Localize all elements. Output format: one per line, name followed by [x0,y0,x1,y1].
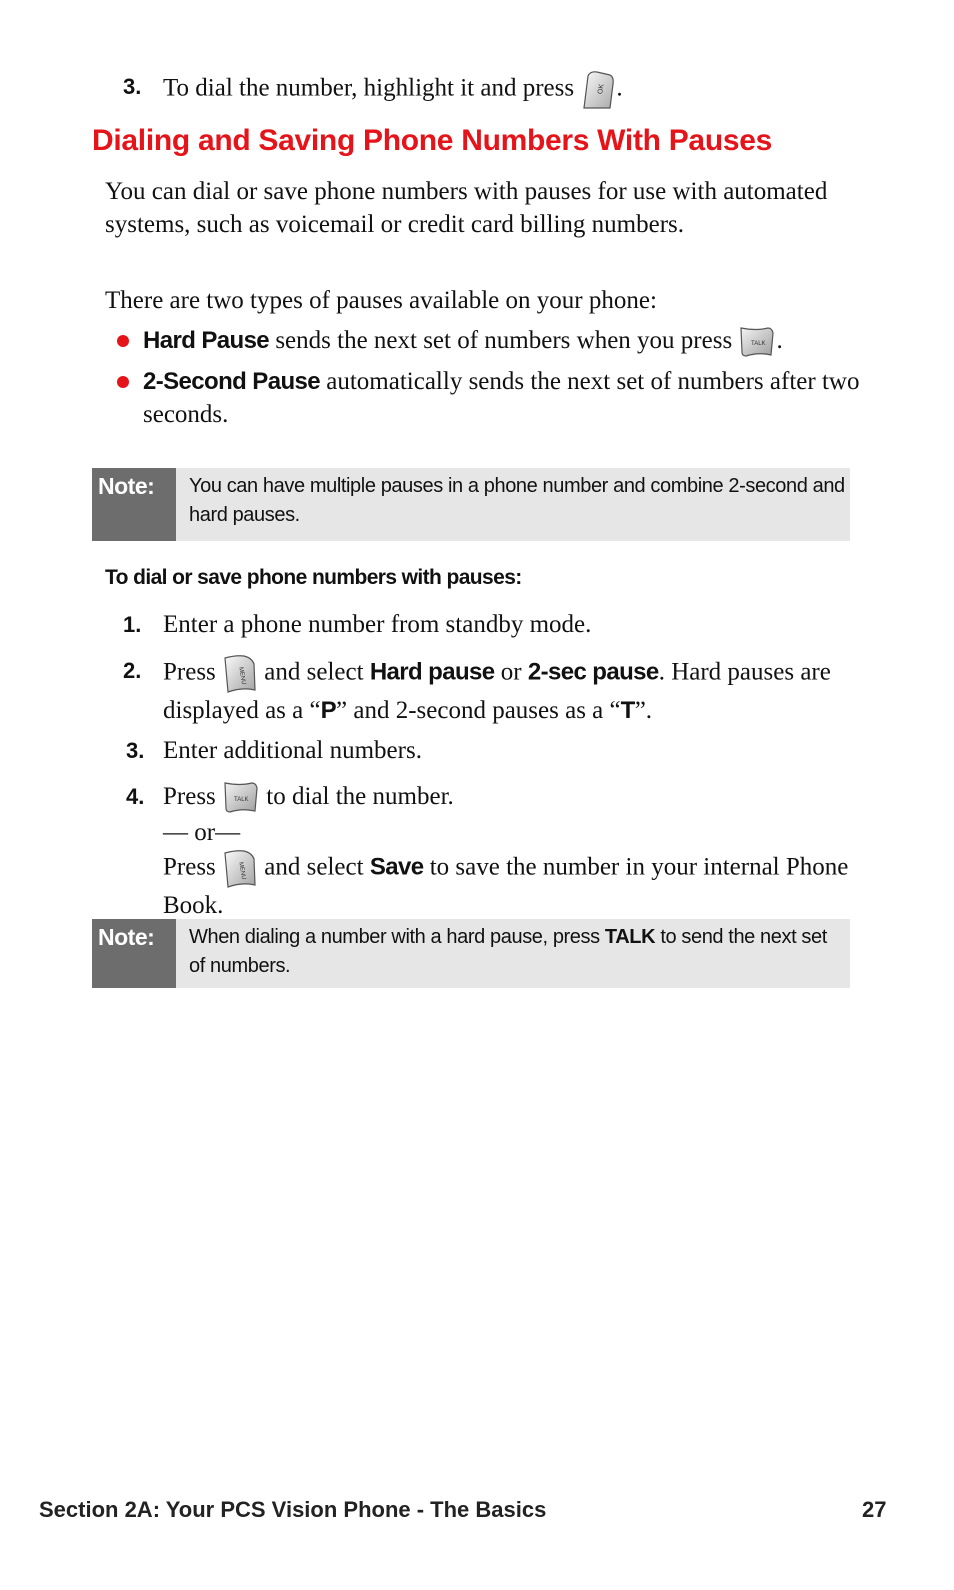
footer-page-number: 27 [862,1497,887,1522]
ok-key-icon [580,70,616,110]
menu-key-icon [222,849,258,889]
step-number: 2. [123,658,142,683]
note-box [92,468,850,541]
talk-key-icon [222,780,260,816]
step-text: Enter additional numbers. [163,737,422,764]
step-text: To dial the number, highlight it and press OK . [163,70,863,110]
note-label: Note: [92,919,176,988]
bullet-term: Hard Pause [143,327,270,354]
footer-section-title: Section 2A: Your PCS Vision Phone - The Basics [39,1497,547,1522]
section-heading: Dialing and Saving Phone Numbers With Pauses [92,124,772,157]
svg-text:TALK: TALK [751,341,766,348]
or-separator: — or— [163,819,241,847]
step-number: 4. [126,784,145,809]
note-box [92,919,850,988]
note-text: When dialing a number with a hard pause, press TALK to send the next set of numbers. [189,926,827,977]
step-text: Press TALK to dial the number. — or— Press MENU and select Save to save the number in your internal Phone Book. [163,780,863,922]
svg-text:OK: OK [597,83,607,95]
bullet-dot [117,376,129,388]
bullet-dot [117,335,129,347]
menu-key-icon [222,654,258,694]
note-text: You can have multiple pauses in a phone number and combine 2-second and hard pauses. [189,475,845,526]
bullet-term: 2-Second Pause [143,368,321,395]
pause-types-intro: There are two types of pauses available on your phone: [105,287,657,314]
step-number: 1. [123,612,142,637]
svg-text:MENU: MENU [237,666,247,686]
step-number: 3. [126,738,145,763]
step-number: 3. [123,74,142,99]
step-text: Press MENU and select Hard pause or 2-sec pause. Hard pauses are displayed as a “P” and 2-second pauses as a “T”. [163,654,863,727]
svg-text:MENU: MENU [237,861,247,881]
note-label: Note: [92,468,176,541]
step-text: Enter a phone number from standby mode. [163,611,592,638]
procedure-title: To dial or save phone numbers with pauses: [105,566,522,589]
svg-text:TALK: TALK [234,797,249,804]
intro-paragraph: You can dial or save phone numbers with pauses for use with automated systems, such as voicemail or credit card billing numbers. [105,178,828,238]
talk-key-icon [738,325,776,359]
